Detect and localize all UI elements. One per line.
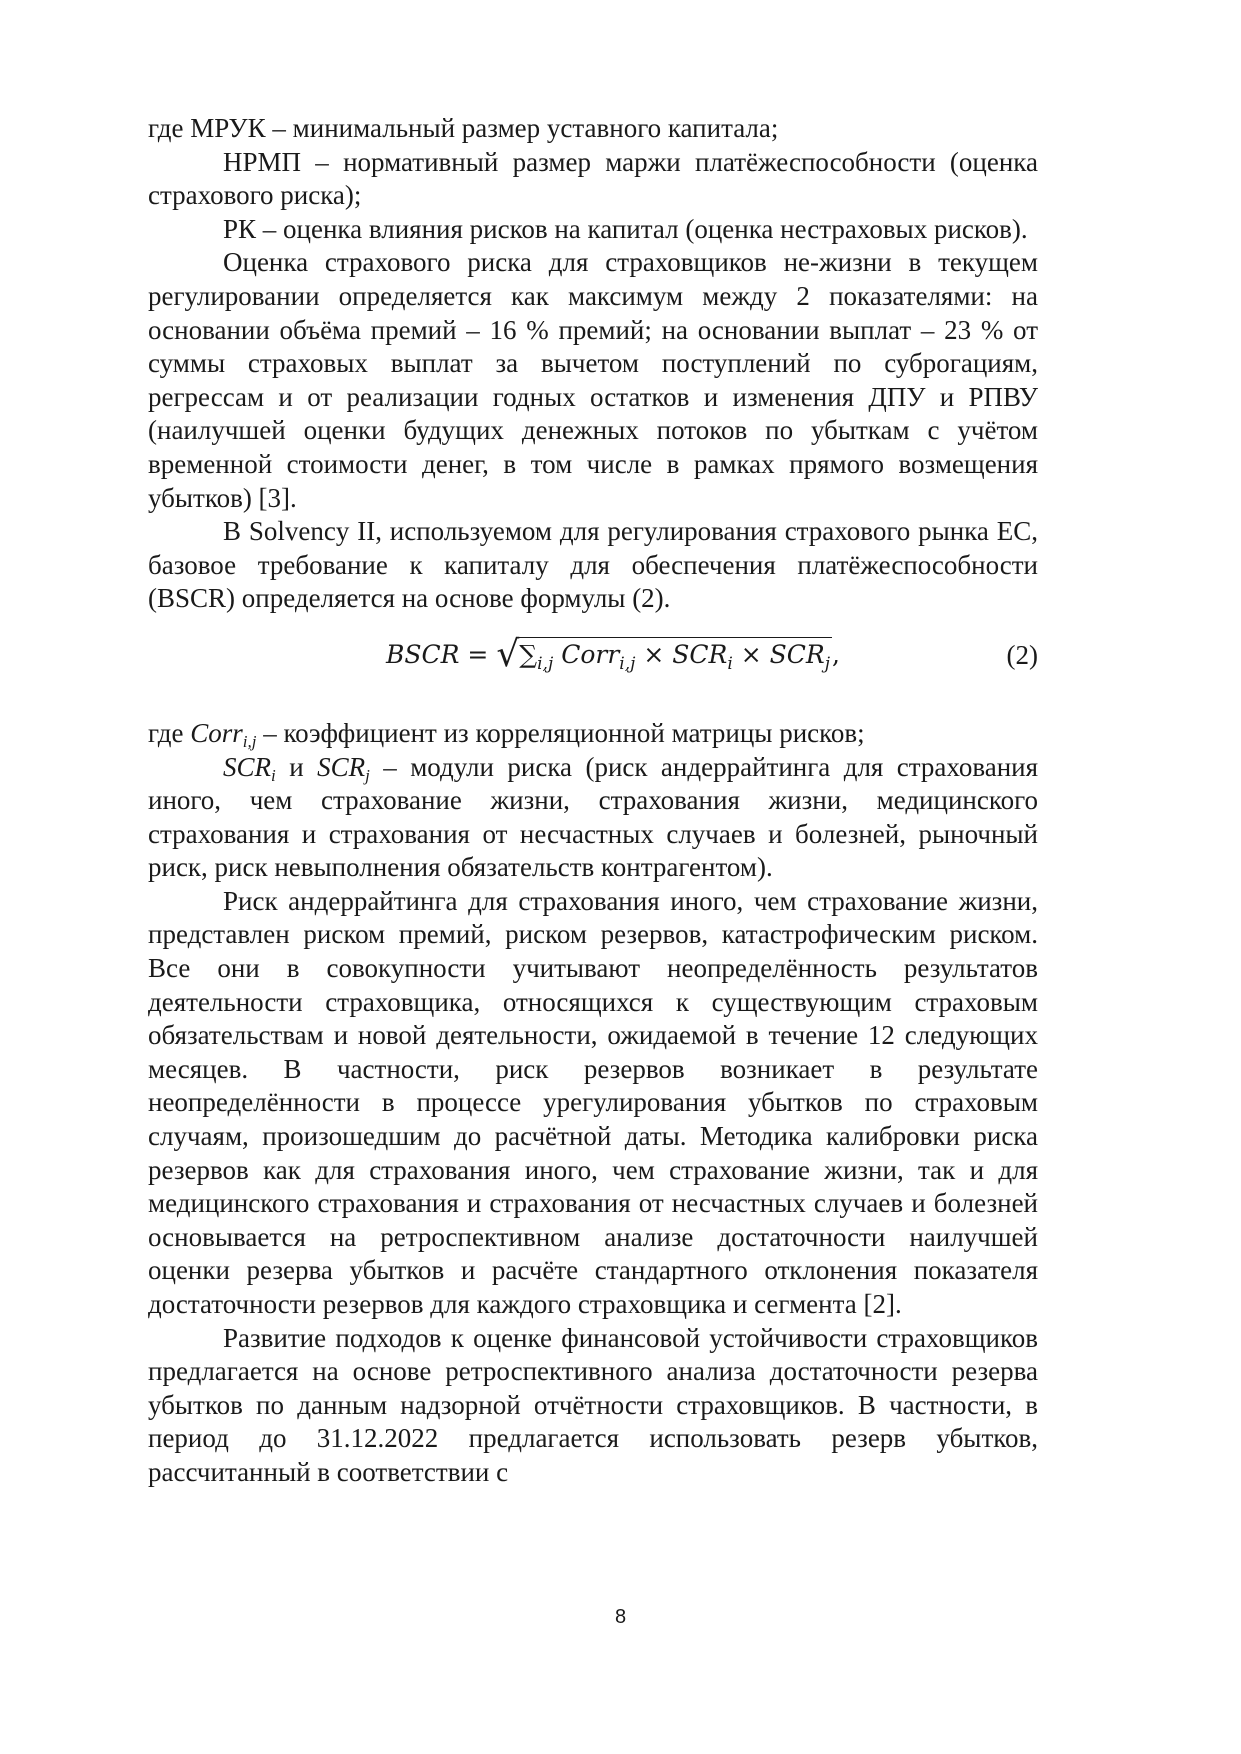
- definition-corr-prefix: где: [148, 717, 184, 748]
- scr-j-index: j: [365, 765, 370, 785]
- paragraph-solvency-ii: В Solvency II, используемом для регулирования страхового рынка ЕС, базовое требование к капиталу для обеспечения платёжеспособности (BSCR) определяется на основе формулы (2).: [148, 516, 1038, 614]
- definition-corr-symbol: [190, 717, 257, 751]
- definition-scr: [148, 751, 1038, 885]
- formula-times-2: ×: [740, 639, 762, 669]
- scr-j-symbol: SCR: [317, 751, 366, 782]
- definition-scr-j: [317, 751, 370, 785]
- formula-radicand: [519, 637, 832, 674]
- definition-scr-conjunction: и: [289, 751, 304, 782]
- formula-equals: =: [467, 639, 489, 669]
- formula-scr-j: SCR: [769, 639, 825, 669]
- formula-scr-i-index: i: [727, 653, 733, 674]
- formula-times-1: ×: [643, 639, 665, 669]
- page-number: 8: [614, 1606, 627, 1628]
- paragraph-underwriting-risk: Риск андеррайтинга для страхования иного, чем страхование жизни, представлен риском премий, риском резервов, катастрофическим риском. Все они в совокупности учитывают неопределённость результатов деятельности страховщика, относящихся к существующим страховым обязательствам и новой деятельности, ожидаемой в течение 12 следующих месяцев. В частности, риск резервов возникает в результате неопределённости в процессе урегулирования убытков по страховым случаям, произошедшим до расчётной даты. Методика калибровки риска резервов как для страхования иного, чем страхование жизни, так и для медицинского страхования и страхования от несчастных случаев и болезней основывается на ретроспективном анализе достаточности наилучшей оценки резерва убытков и расчёте стандартного отклонения показателя достаточности резервов для каждого страховщика и сегмента [2].: [148, 885, 1038, 1319]
- definition-nrmp: НРМП – нормативный размер маржи платёжеспособности (оценка страхового риска);: [148, 146, 1038, 211]
- definition-corr: [148, 717, 1038, 751]
- formula-scr-i: SCR: [672, 639, 728, 669]
- formula-trailing-comma: ,: [832, 639, 840, 669]
- formula-expression: [386, 633, 840, 677]
- definition-scr-text: – модули риска (риск андеррайтинга для страхования иного, чем страхование жизни, страхования жизни, медицинского страхования и страхования от несчастных случаев и болезней, рыночный риск, риск невыполнения обязательств контрагентом).: [148, 751, 1039, 883]
- scr-i-symbol: SCR: [223, 751, 272, 782]
- formula-sum-index: i,j: [537, 653, 554, 674]
- formula-scr-j-index: j: [824, 653, 831, 674]
- page-body: [148, 112, 1038, 1490]
- definition-mruk: где МРУК – минимальный размер уставного капитала;: [148, 113, 779, 143]
- formula-corr: Corr: [561, 639, 620, 669]
- formula-number: (2): [1006, 639, 1038, 670]
- formula-bscr: [148, 633, 1038, 707]
- paragraph-insurance-risk: Оценка страхового риска для страховщиков не-жизни в текущем регулировании определяется как максимум между 2 показателями: на основании объёма премий – 16 % премий; на основании выплат – 23 % от суммы страховых выплат за вычетом поступлений по суброгациям, регрессам и от реализации годных остатков и изменения ДПУ и РПВУ (наилучшей оценки будущих денежных потоков по убыткам с учётом временной стоимости денег, в том числе в рамках прямого возмещения убытков) [3].: [148, 247, 1038, 513]
- definition-rk: РК – оценка влияния рисков на капитал (оценка нестраховых рисков).: [223, 213, 1028, 244]
- sqrt-icon: √: [496, 633, 520, 675]
- definition-corr-text: – коэффициент из корреляционной матрицы рисков;: [263, 717, 865, 748]
- corr-symbol: Corr: [190, 717, 243, 748]
- formula-corr-index: i,j: [619, 653, 636, 674]
- definition-scr-i: [223, 751, 276, 785]
- corr-symbol-index: i,j: [242, 731, 257, 751]
- formula-lhs: BSCR: [386, 639, 460, 669]
- scr-i-index: i: [271, 765, 276, 785]
- formula-sum-symbol: ∑: [519, 639, 538, 669]
- paragraph-development: Развитие подходов к оценке финансовой устойчивости страховщиков предлагается на основе ретроспективного анализа достаточности резерва убытков по данным надзорной отчётности страховщиков. В частности, в период до 31.12.2022 предлагается использовать резерв убытков, рассчитанный в соответствии с: [148, 1322, 1038, 1487]
